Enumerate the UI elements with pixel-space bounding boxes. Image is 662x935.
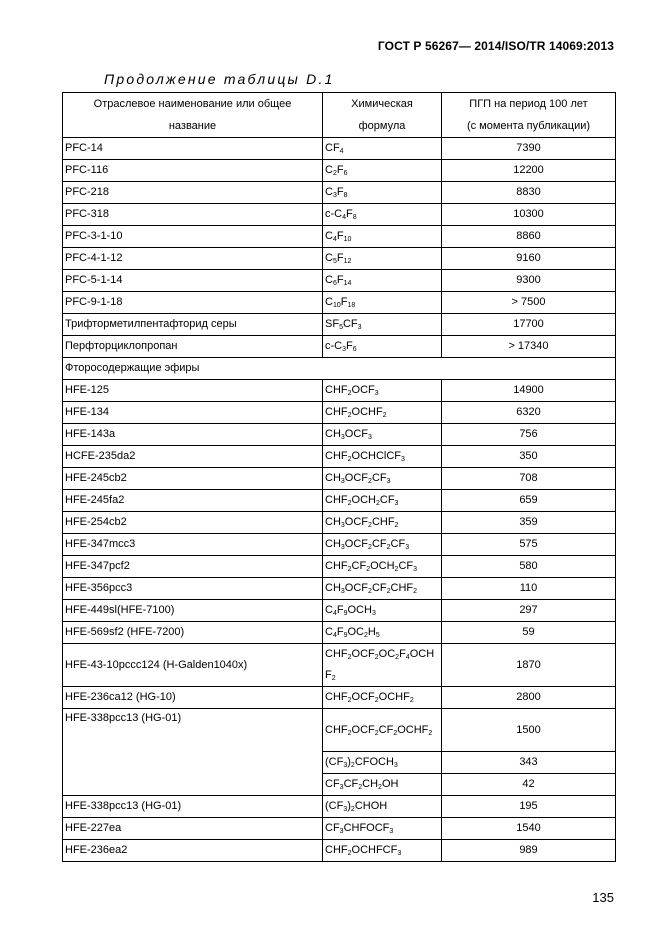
- gwp-value: 2800: [442, 687, 616, 709]
- substance-name: HFE-356pcc3: [63, 578, 323, 600]
- table-row: [63, 226, 616, 248]
- chemical-formula: $CHF_2OCF_2OC_2F_4OCHF_2$: [323, 644, 442, 687]
- chemical-formula: $C_5F_{12}$: [323, 248, 442, 270]
- chemical-formula: $c-C_3F_6$: [323, 336, 442, 358]
- gwp-value: 8860: [442, 226, 616, 248]
- substance-name: HFE-449sl(HFE-7100): [63, 600, 323, 622]
- gwp-value: 9300: [442, 270, 616, 292]
- gwp-value: 110: [442, 578, 616, 600]
- chemical-formula: $CH_3OCF_3$: [323, 424, 442, 446]
- table-row: [63, 687, 616, 709]
- substance-name: HFE-227ea: [63, 818, 323, 840]
- gwp-value: 580: [442, 556, 616, 578]
- gwp-value: 989: [442, 840, 616, 862]
- table-row: [63, 248, 616, 270]
- gwp-table: [62, 92, 616, 862]
- chemical-formula: $CF_3CF_2CH_2OH$: [323, 774, 442, 796]
- substance-name: HFE-347mcc3: [63, 534, 323, 556]
- chemical-formula: $C_{10}F_{18}$: [323, 292, 442, 314]
- substance-name: PFC-14: [63, 138, 323, 160]
- gwp-value: 9160: [442, 248, 616, 270]
- column-header-gwp: [442, 93, 616, 138]
- gwp-value: 59: [442, 622, 616, 644]
- chemical-formula: $CHF_2OCF_3$: [323, 380, 442, 402]
- table-row: [63, 204, 616, 226]
- table-row: [63, 380, 616, 402]
- chemical-formula: $CH_3OCF_2CHF_2$: [323, 512, 442, 534]
- substance-name: HFE-43-10pccc124 (H-Galden1040x): [63, 644, 323, 687]
- substance-name: HFE-245cb2: [63, 468, 323, 490]
- gwp-value: 1540: [442, 818, 616, 840]
- table-row: [63, 138, 616, 160]
- chemical-formula: $(CF_3)_2CHOH$: [323, 796, 442, 818]
- substance-name: Трифторметилпентафторид серы: [63, 314, 323, 336]
- table-row: [63, 270, 616, 292]
- substance-name: HFE-143a: [63, 424, 323, 446]
- gwp-value: 756: [442, 424, 616, 446]
- substance-name: HFE-347pcf2: [63, 556, 323, 578]
- chemical-formula: $CHF_2CF_2OCH_2CF_3$: [323, 556, 442, 578]
- substance-name: PFC-318: [63, 204, 323, 226]
- substance-name: HFE-125: [63, 380, 323, 402]
- page-number: 135: [592, 890, 614, 905]
- substance-name: HFE-569sf2 (HFE-7200): [63, 622, 323, 644]
- gwp-value: 14900: [442, 380, 616, 402]
- substance-name: HFE-134: [63, 402, 323, 424]
- table-row: [63, 490, 616, 512]
- chemical-formula: $CF_4$: [323, 138, 442, 160]
- chemical-formula: $(CF_3)_2CFOCH_3$: [323, 752, 442, 774]
- section-row: [63, 358, 616, 380]
- gwp-value: 12200: [442, 160, 616, 182]
- section-title: Фторосодержащие эфиры: [63, 358, 616, 380]
- gwp-value: 359: [442, 512, 616, 534]
- gwp-value: 343: [442, 752, 616, 774]
- table-row: [63, 160, 616, 182]
- table-header-row: [63, 93, 616, 138]
- substance-name: HFE-245fa2: [63, 490, 323, 512]
- column-header-name-line2: название: [168, 120, 217, 132]
- chemical-formula: $CHF_2OCF_2CF_2OCHF_2$: [323, 709, 442, 752]
- column-header-gwp-line1: ПГП на период 100 лет: [469, 98, 588, 110]
- chemical-formula: $CH_3OCF_2CF_2CHF_2$: [323, 578, 442, 600]
- gwp-value: 8830: [442, 182, 616, 204]
- substance-name: HFE-236ea2: [63, 840, 323, 862]
- table-row: [63, 512, 616, 534]
- gwp-value: 1870: [442, 644, 616, 687]
- table-row: [63, 709, 616, 752]
- substance-name: PFC-4-1-12: [63, 248, 323, 270]
- chemical-formula: $c-C_4F_8$: [323, 204, 442, 226]
- chemical-formula: $C_4F_9OC_2H_5$: [323, 622, 442, 644]
- table-row: [63, 556, 616, 578]
- table-row: [63, 622, 616, 644]
- gwp-value: 350: [442, 446, 616, 468]
- gwp-value: 297: [442, 600, 616, 622]
- substance-name: HFE-338pcc13 (HG-01): [63, 709, 323, 796]
- column-header-gwp-line2: (с момента публикации): [466, 120, 591, 132]
- chemical-formula: $CHF_2OCHFCF_3$: [323, 840, 442, 862]
- chemical-formula: $CHF_2OCHF_2$: [323, 402, 442, 424]
- gwp-value: 6320: [442, 402, 616, 424]
- column-header-name: [63, 93, 323, 138]
- gwp-value: > 7500: [442, 292, 616, 314]
- table-row: [63, 600, 616, 622]
- gwp-value: 17700: [442, 314, 616, 336]
- gwp-value: 7390: [442, 138, 616, 160]
- table-row: [63, 314, 616, 336]
- chemical-formula: $CH_3OCF_2CF_2CF_3$: [323, 534, 442, 556]
- substance-name: Перфторциклопропан: [63, 336, 323, 358]
- substance-name: HCFE-235da2: [63, 446, 323, 468]
- chemical-formula: $CHF_2OCHClCF_3$: [323, 446, 442, 468]
- table-row: [63, 840, 616, 862]
- chemical-formula: $C_2F_6$: [323, 160, 442, 182]
- chemical-formula: $CF_3CHFOCF_3$: [323, 818, 442, 840]
- chemical-formula: $C_3F_8$: [323, 182, 442, 204]
- chemical-formula: $C_4F_9OCH_3$: [323, 600, 442, 622]
- substance-name: PFC-218: [63, 182, 323, 204]
- chemical-formula: $C_6F_{14}$: [323, 270, 442, 292]
- table-row: [63, 336, 616, 358]
- table-row: [63, 796, 616, 818]
- table-row: [63, 644, 616, 687]
- substance-name: HFE-254cb2: [63, 512, 323, 534]
- gwp-value: 575: [442, 534, 616, 556]
- table-row: [63, 446, 616, 468]
- substance-name: PFC-3-1-10: [63, 226, 323, 248]
- substance-name: HFE-338pcc13 (HG-01): [63, 796, 323, 818]
- gwp-value: 10300: [442, 204, 616, 226]
- document-header: ГОСТ Р 56267— 2014/ISO/TR 14069:2013: [377, 39, 614, 53]
- column-header-name-line1: Отраслевое наименование или общее: [93, 98, 292, 110]
- column-header-formula-line2: формула: [358, 120, 406, 132]
- column-header-formula: [323, 93, 442, 138]
- table-caption: Продолжение таблицы D.1: [104, 71, 335, 87]
- gwp-value: 195: [442, 796, 616, 818]
- substance-name: HFE-236ca12 (HG-10): [63, 687, 323, 709]
- substance-name: PFC-9-1-18: [63, 292, 323, 314]
- table-row: [63, 292, 616, 314]
- table-row: [63, 182, 616, 204]
- table-row: [63, 424, 616, 446]
- table-row: [63, 578, 616, 600]
- substance-name: PFC-116: [63, 160, 323, 182]
- column-header-formula-line1: Химическая: [351, 98, 413, 110]
- chemical-formula: $SF_5CF_3$: [323, 314, 442, 336]
- gwp-value: > 17340: [442, 336, 616, 358]
- chemical-formula: $CHF_2OCF_2OCHF_2$: [323, 687, 442, 709]
- gwp-value: 1500: [442, 709, 616, 752]
- chemical-formula: $C_4F_{10}$: [323, 226, 442, 248]
- chemical-formula: $CHF_2OCH_2CF_3$: [323, 490, 442, 512]
- gwp-value: 708: [442, 468, 616, 490]
- table-row: [63, 468, 616, 490]
- table-row: [63, 534, 616, 556]
- table-row: [63, 818, 616, 840]
- gwp-value: 42: [442, 774, 616, 796]
- gwp-value: 659: [442, 490, 616, 512]
- table-row: [63, 402, 616, 424]
- chemical-formula: $CH_3OCF_2CF_3$: [323, 468, 442, 490]
- substance-name: PFC-5-1-14: [63, 270, 323, 292]
